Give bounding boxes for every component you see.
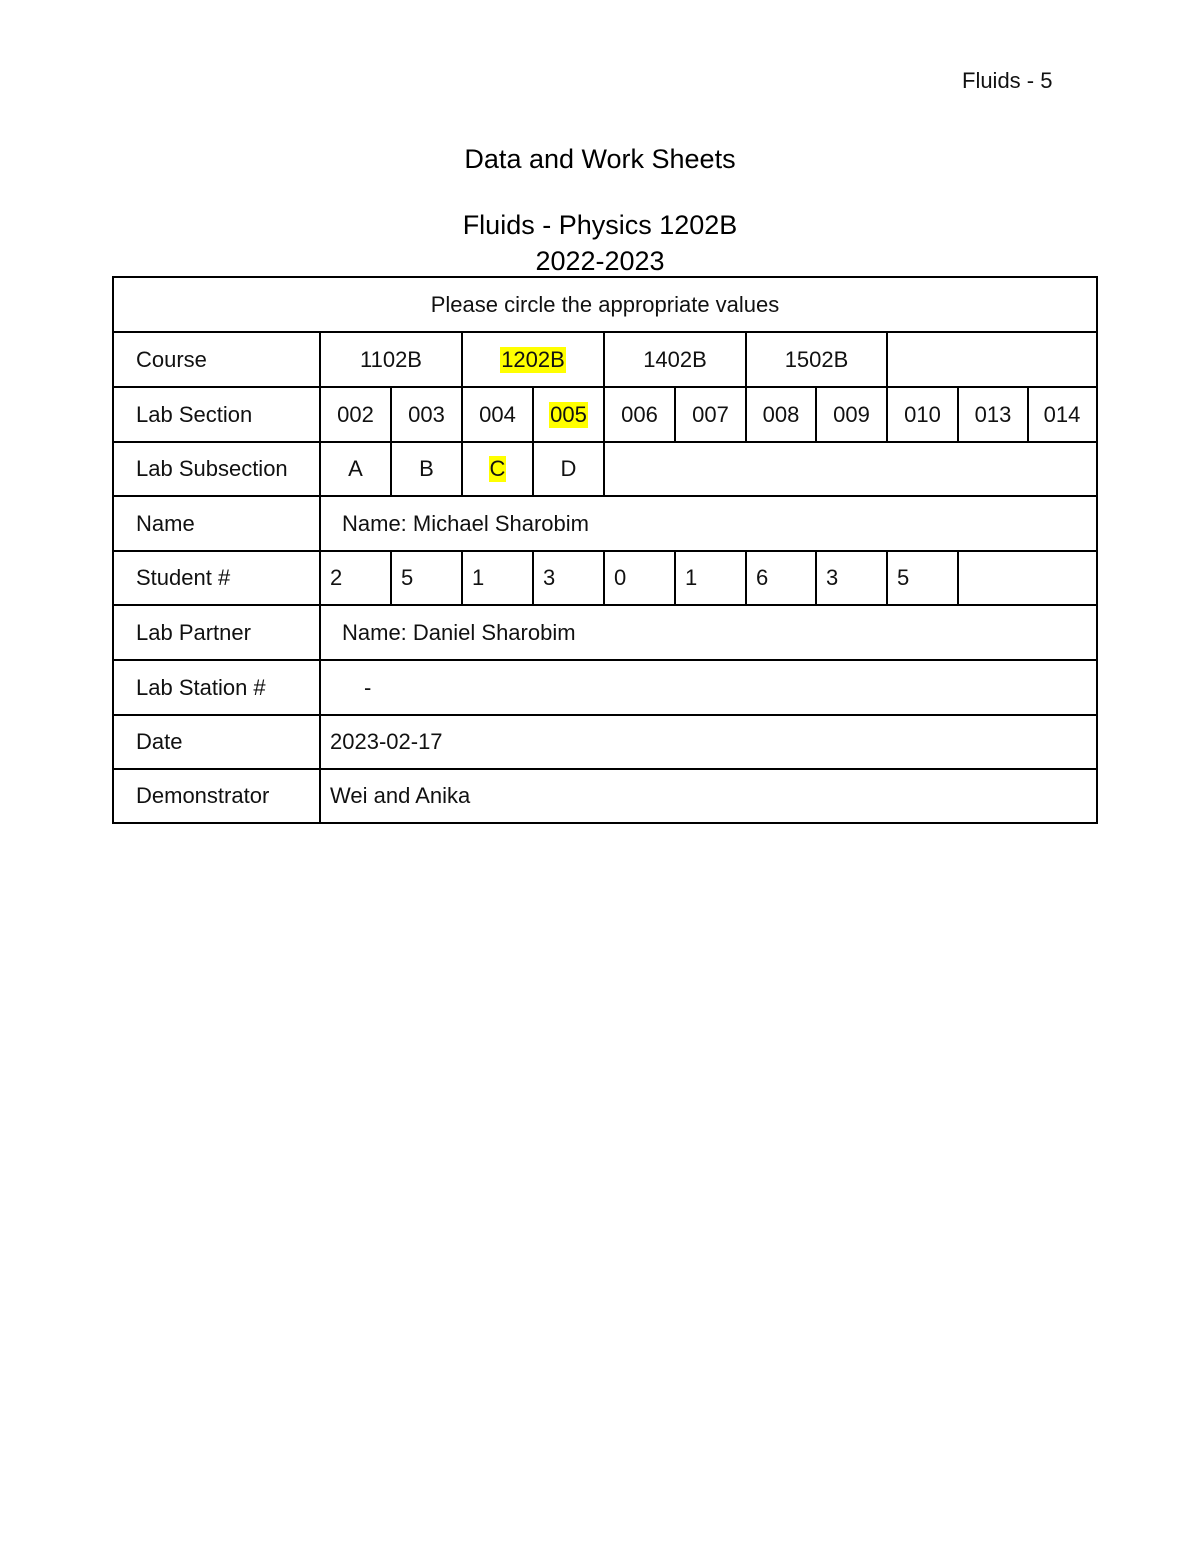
lab-subsection-option-C-text: C	[489, 456, 506, 481]
date-label-text: Date	[136, 729, 183, 754]
name-value	[320, 496, 1096, 551]
lab-subsection-option-B	[391, 442, 462, 496]
column-divider	[745, 551, 747, 605]
student-number-digit-text: 1	[685, 565, 698, 590]
course-option-1202B-text: 1202B	[501, 346, 565, 372]
lab-section-option-010-text: 010	[904, 401, 941, 427]
column-divider	[957, 387, 959, 442]
column-divider	[532, 551, 534, 605]
lab-section-label	[114, 387, 320, 442]
lab-section-option-008-text: 008	[762, 401, 800, 427]
student-number-digit-text: 3	[543, 565, 556, 590]
column-divider	[745, 387, 747, 442]
lab-partner-label-text: Lab Partner	[136, 619, 251, 645]
column-divider	[603, 442, 605, 496]
student-number-digit	[958, 551, 1096, 605]
column-divider	[390, 387, 392, 442]
lab-section-option-005	[533, 387, 604, 442]
lab-section-option-002	[320, 387, 391, 442]
column-divider	[461, 551, 463, 605]
name-label-text: Name	[136, 510, 195, 536]
student-number-digit	[320, 551, 391, 605]
column-divider	[674, 551, 676, 605]
column-divider	[957, 551, 959, 605]
course-option-1402B-text: 1402B	[643, 346, 707, 372]
info-table	[112, 276, 1098, 824]
student-number-digit-text: 2	[330, 565, 343, 590]
academic-year: 2022-2023	[535, 246, 665, 276]
lab-section-label-text: Lab Section	[136, 401, 253, 427]
student-number-digit	[816, 551, 887, 605]
lab-subsection-option-D	[533, 442, 604, 496]
course-option-1202B	[462, 332, 604, 387]
course-option-1102B-text: 1102B	[360, 346, 422, 372]
lab-section-option-010	[887, 387, 958, 442]
column-divider	[461, 387, 463, 442]
student-number-digit-text: 1	[472, 565, 485, 590]
lab-section-option-002-text: 002	[337, 401, 374, 427]
lab-partner-label	[114, 605, 320, 660]
column-divider	[603, 551, 605, 605]
date-value	[320, 715, 1096, 769]
lab-section-option-009	[816, 387, 887, 442]
lab-subsection-option-B-text: B	[419, 456, 434, 481]
column-divider	[390, 551, 392, 605]
lab-section-option-013	[958, 387, 1028, 442]
lab-station-value	[320, 660, 1096, 715]
lab-section-option-006-text: 006	[621, 401, 658, 427]
lab-station-label-text: Lab Station #	[136, 674, 266, 700]
page-title: Data and Work Sheets	[464, 144, 736, 174]
student-number-digit-text: 5	[897, 565, 910, 590]
lab-partner-value-text: Name: Daniel Sharobim	[342, 619, 576, 645]
student-number-digit	[604, 551, 675, 605]
lab-section-option-003-text: 003	[408, 401, 445, 427]
student-number-digit-text: 6	[756, 565, 769, 590]
page-subtitle: Fluids - Physics 1202B	[462, 210, 738, 240]
column-divider	[532, 387, 534, 442]
column-divider	[603, 387, 605, 442]
course-label	[114, 332, 320, 387]
date-label	[114, 715, 320, 769]
column-divider	[461, 332, 463, 387]
student-number-digit-text: 3	[826, 565, 839, 590]
student-number-label	[114, 551, 320, 605]
instruction-text-text: Please circle the appropriate values	[430, 292, 780, 317]
student-number-digit	[462, 551, 533, 605]
column-divider	[1027, 387, 1029, 442]
student-number-digit	[887, 551, 958, 605]
column-divider	[886, 332, 888, 387]
name-label	[114, 496, 320, 551]
demonstrator-label-text: Demonstrator	[136, 782, 270, 808]
lab-section-option-006	[604, 387, 675, 442]
lab-section-option-014	[1028, 387, 1096, 442]
column-divider	[603, 332, 605, 387]
lab-section-option-007	[675, 387, 746, 442]
lab-section-option-003	[391, 387, 462, 442]
lab-subsection-label-text: Lab Subsection	[136, 456, 288, 481]
lab-subsection-label	[114, 442, 320, 496]
column-divider	[815, 551, 817, 605]
lab-section-option-007-text: 007	[692, 401, 729, 427]
lab-subsection-option-D-text: D	[560, 456, 577, 481]
lab-section-option-009-text: 009	[833, 401, 870, 427]
lab-section-option-013-text: 013	[974, 401, 1012, 427]
lab-section-option-008	[746, 387, 816, 442]
lab-section-option-004	[462, 387, 533, 442]
student-number-digit-text: 0	[614, 565, 627, 590]
student-number-digit	[533, 551, 604, 605]
demonstrator-value-text: Wei and Anika	[330, 782, 471, 808]
student-number-digit	[675, 551, 746, 605]
student-number-digit	[746, 551, 816, 605]
lab-section-option-004-text: 004	[479, 401, 516, 427]
column-divider	[815, 387, 817, 442]
page-header: Fluids - 5	[962, 68, 1053, 93]
column-divider	[886, 551, 888, 605]
lab-subsection-option-C	[462, 442, 533, 496]
lab-subsection-option-A-text: A	[348, 456, 363, 481]
lab-partner-value	[320, 605, 1096, 660]
date-value-text: 2023-02-17	[330, 729, 443, 754]
column-divider	[745, 332, 747, 387]
lab-station-value-text: -	[364, 674, 372, 700]
instruction-text	[114, 278, 1096, 332]
course-option-1402B	[604, 332, 746, 387]
course-option-1502B	[746, 332, 887, 387]
column-divider	[674, 387, 676, 442]
lab-subsection-option-A	[320, 442, 391, 496]
student-number-label-text: Student #	[136, 565, 231, 590]
demonstrator-value	[320, 769, 1096, 822]
lab-station-label	[114, 660, 320, 715]
student-number-digit	[391, 551, 462, 605]
demonstrator-label	[114, 769, 320, 822]
course-option-1502B-text: 1502B	[784, 346, 849, 372]
course-label-text: Course	[136, 346, 207, 372]
column-divider	[886, 387, 888, 442]
name-value-text: Name: Michael Sharobim	[342, 510, 589, 536]
course-option-1102B	[320, 332, 462, 387]
lab-section-option-014-text: 014	[1043, 401, 1081, 427]
lab-section-option-005-text: 005	[550, 401, 587, 427]
student-number-digit-text: 5	[401, 565, 414, 590]
